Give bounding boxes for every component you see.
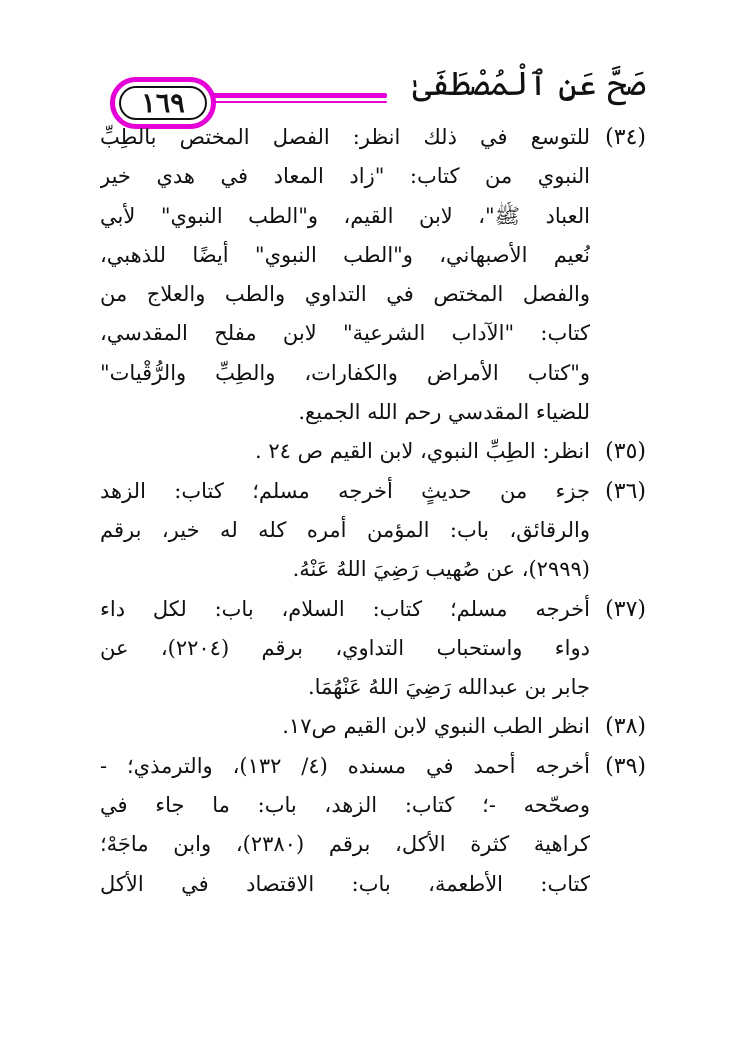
- footnote-34: [100, 118, 646, 432]
- note-line: النبوي من كتاب: "زاد المعاد في هدي خير: [100, 164, 590, 189]
- footnote-number: (٣٩): [605, 753, 646, 779]
- note-line: كراهية كثرة الأكل، برقم (٢٣٨٠)، وابن ماجَهْ؛: [100, 832, 590, 857]
- note-line: وصحّحه -؛ كتاب: الزهد، باب: ما جاء في: [100, 793, 590, 818]
- note-line: العباد ﷺ"، لابن القيم، و"الطب النبوي" لأبي: [100, 203, 590, 228]
- page-number: ١٦٩: [119, 86, 207, 120]
- footnote-number: (٣٤): [605, 125, 646, 150]
- note-line: (٢٩٩٩)، عن صُهيب رَضِيَ اللهُ عَنْهُ.: [292, 557, 590, 582]
- book-title: صَحَّ عَنِ ٱلْمُصْطَفَىٰ: [412, 64, 646, 103]
- note-line: و"كتاب الأمراض والكفارات، والطِبِّ والرُّقْيات": [100, 360, 590, 385]
- footnote-number: (٣٨): [605, 714, 646, 740]
- footnote-number: (٣٥): [605, 439, 646, 465]
- footnote-39: [100, 747, 646, 904]
- note-line: والرقائق، باب: المؤمن أمره كله له خير، برقم: [100, 517, 590, 542]
- note-line: أخرجه أحمد في مسنده (٤/ ١٣٢)، والترمذي؛ -: [100, 753, 590, 778]
- note-line: والفصل المختص في التداوي والطب والعلاج من: [100, 282, 590, 307]
- note-line: أخرجه مسلم؛ كتاب: السلام، باب: لكل داء: [100, 596, 590, 621]
- note-line: للضياء المقدسي رحم الله الجميع.: [298, 400, 590, 425]
- footnote-38: [100, 707, 646, 746]
- footnote-35: [100, 432, 646, 471]
- note-line: كتاب: "الآداب الشرعية" لابن مفلح المقدسي،: [100, 321, 590, 346]
- note-line: جابر بن عبدالله رَضِيَ اللهُ عَنْهُمَا.: [307, 675, 590, 700]
- note-line: للتوسع في ذلك انظر: الفصل المختص بالطِبِّ: [100, 125, 590, 149]
- note-line: نُعيم الأصبهاني، و"الطب النبوي" أيضًا للذهبي،: [100, 242, 590, 267]
- footnotes: [100, 118, 646, 904]
- note-line: كتاب: الأطعمة، باب: الاقتصاد في الأكل: [100, 871, 590, 896]
- footnote-number: (٣٧): [605, 596, 646, 622]
- footnote-37: [100, 590, 646, 708]
- note-line: انظر: الطِبِّ النبوي، لابن القيم ص ٢٤ .: [255, 439, 590, 464]
- header-rule-thin: [190, 101, 387, 103]
- note-line: انظر الطب النبوي لابن القيم ص١٧.: [282, 714, 590, 739]
- note-line: دواء واستحباب التداوي، برقم (٢٢٠٤)، عن: [100, 635, 590, 660]
- footnote-36: [100, 472, 646, 590]
- note-line: جزء من حديثٍ أخرجه مسلم؛ كتاب: الزهد: [100, 478, 590, 503]
- footnote-number: (٣٦): [605, 478, 646, 504]
